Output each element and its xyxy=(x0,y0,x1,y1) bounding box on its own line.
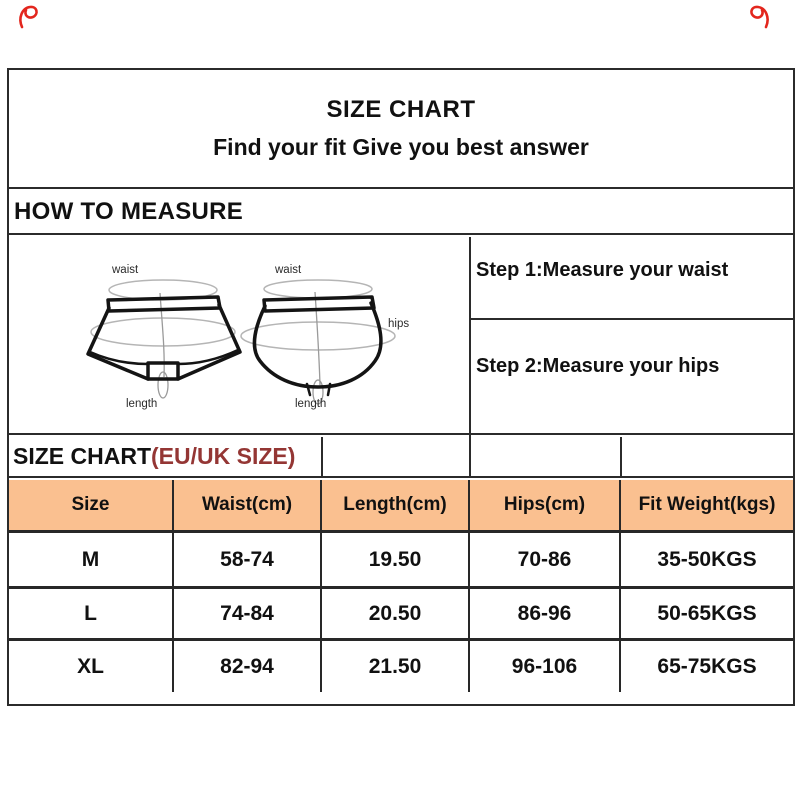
table-row xyxy=(9,640,793,693)
underwear-diagram xyxy=(9,237,469,435)
heading-grid-stub xyxy=(469,437,471,478)
cell-length: 21.50 xyxy=(321,640,469,693)
header-cell-length: Length(cm) xyxy=(321,480,469,532)
header-cell-weight: Fit Weight(kgs) xyxy=(620,480,793,532)
cell-weight: 50-65KGS xyxy=(620,588,793,640)
table-row xyxy=(9,532,793,588)
page-subtitle: Find your fit Give you best answer xyxy=(213,134,589,160)
cell-hips: 96-106 xyxy=(469,640,620,693)
content-frame xyxy=(7,68,795,706)
table-row xyxy=(9,588,793,640)
red-scribble-icon xyxy=(14,2,48,32)
page-title: SIZE CHART xyxy=(326,96,476,123)
measurement-diagram xyxy=(9,237,469,435)
title-block xyxy=(9,70,793,189)
size-chart-heading xyxy=(9,437,793,478)
cell-waist: 74-84 xyxy=(173,588,321,640)
front-length-label: length xyxy=(126,398,158,410)
step-2-text: Step 2:Measure your hips xyxy=(476,355,720,377)
cell-hips: 86-96 xyxy=(469,588,620,640)
back-length-label: length xyxy=(295,398,327,410)
back-hips-label: hips xyxy=(388,318,410,330)
how-to-measure-heading: HOW TO MEASURE xyxy=(9,191,793,235)
cell-weight: 65-75KGS xyxy=(620,640,793,693)
header-cell-size: Size xyxy=(9,480,173,532)
size-table xyxy=(9,480,793,692)
cell-hips: 70-86 xyxy=(469,532,620,588)
step-1-text: Step 1:Measure your waist xyxy=(471,237,793,320)
header-cell-waist: Waist(cm) xyxy=(173,480,321,532)
cell-size: L xyxy=(9,588,173,640)
cell-weight: 35-50KGS xyxy=(620,532,793,588)
cell-length: 20.50 xyxy=(321,588,469,640)
cell-size: XL xyxy=(9,640,173,693)
front-figure xyxy=(88,264,240,410)
cell-waist: 58-74 xyxy=(173,532,321,588)
heading-grid-stub xyxy=(620,437,622,478)
front-waist-label: waist xyxy=(112,264,139,276)
heading-grid-stub xyxy=(321,437,323,478)
table-header-row xyxy=(9,480,793,532)
size-chart-heading-main: SIZE CHART xyxy=(13,443,151,469)
cell-length: 19.50 xyxy=(321,532,469,588)
back-figure xyxy=(241,264,409,410)
cell-size: M xyxy=(9,532,173,588)
red-scribble-icon xyxy=(740,2,774,32)
header-cell-hips: Hips(cm) xyxy=(469,480,620,532)
back-waist-label: waist xyxy=(275,264,302,276)
cell-waist: 82-94 xyxy=(173,640,321,693)
size-chart-heading-region: (EU/UK SIZE) xyxy=(151,443,296,469)
